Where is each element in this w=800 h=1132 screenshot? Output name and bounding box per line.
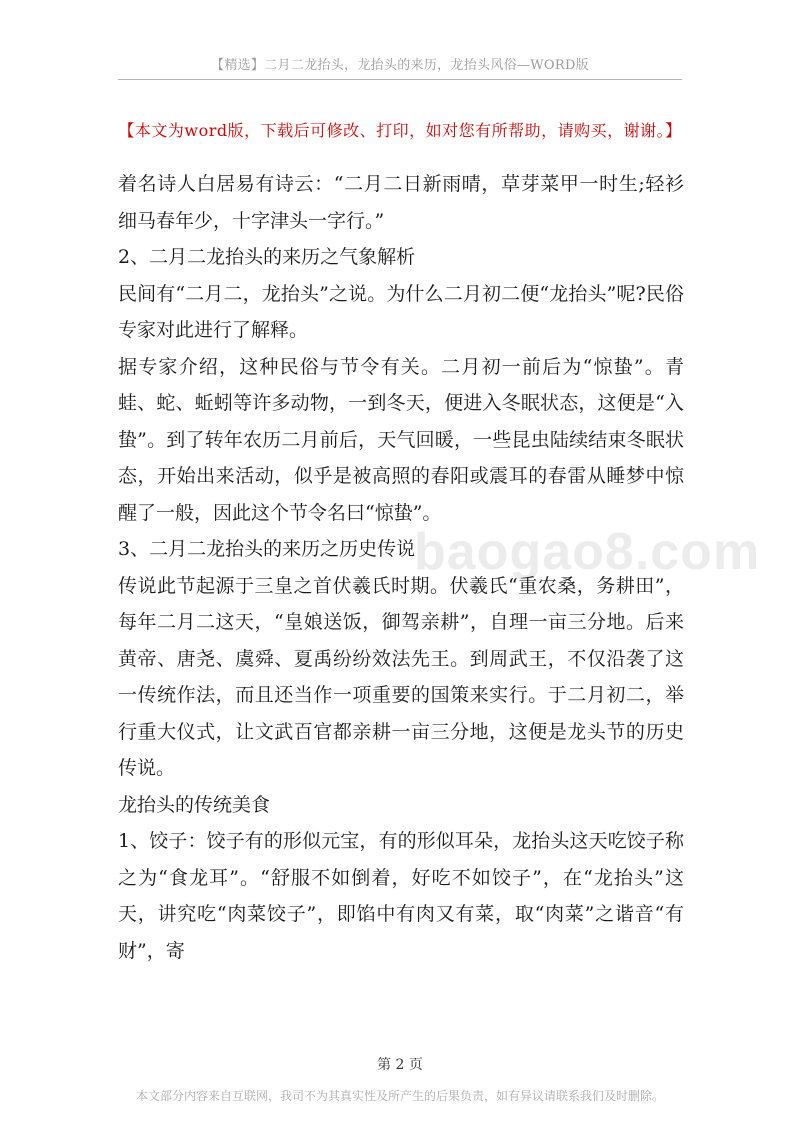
- paragraph-legend: 传说此节起源于三皇之首伏羲氏时期。伏羲氏“重农桑，务耕田”，每年二月二这天，“皇娘送饭，御驾亲耕”，自理一亩三分地。后来黄帝、唐尧、虞舜、夏禹纷纷效法先王。到周武王，不仅沿袭了这一传统作法，而且还当作一项重要的国策来实行。于二月初二，举行重大仪式，让文武百官都亲耕一亩三分地，这便是龙头节的历史传说。: [118, 574, 684, 779]
- header-divider: [118, 79, 682, 80]
- section-heading-food: 龙抬头的传统美食: [118, 793, 271, 816]
- paragraph-dumplings: 1、饺子：饺子有的形似元宝，有的形似耳朵，龙抬头这天吃饺子称之为“食龙耳”。“舒服不如倒着，好吃不如饺子”，在“龙抬头”这天，讲究吃“肉菜饺子”，即馅中有肉又有菜，取“肉菜”之谐音“有财”，寄: [118, 830, 684, 962]
- download-notice: 【本文为word版，下载后可修改、打印，如对您有所帮助，请购买，谢谢。】: [118, 121, 682, 140]
- page-number: 第 2 页: [377, 1057, 423, 1073]
- paragraph-poem: 着名诗人白居易有诗云：“二月二日新雨晴，草芽菜甲一时生;轻衫细马春年少，十字津头一字行。”: [118, 173, 684, 232]
- section-heading-legend: 3、二月二龙抬头的来历之历史传说: [118, 538, 416, 560]
- section-heading-weather: 2、二月二龙抬头的来历之气象解析: [118, 246, 416, 268]
- document-body: [118, 166, 684, 969]
- paragraph-expert-explanation: 据专家介绍，这种民俗与节令有关。二月初一前后为“惊蛰”。青蛙、蛇、蚯蚓等许多动物，一到冬天，便进入冬眠状态，这便是“入蛰”。到了转年农历二月前后，天气回暖，一些昆虫陆续结束冬眠状态，开始出来活动，似乎是被高照的春阳或震耳的春雷从睡梦中惊醒了一般，因此这个节令名曰“惊蛰”。: [118, 355, 684, 524]
- footer-disclaimer: 本文部分内容来自互联网，我司不为其真实性及所产生的后果负责，如有异议请联系我们及时删除。: [135, 1089, 664, 1103]
- watermark-logo: baogao8.com: [414, 523, 761, 581]
- page-header-title: 【精选】二月二龙抬头，龙抬头的来历，龙抬头风俗—WORD版: [211, 58, 589, 73]
- paragraph-folk-saying: 民间有“二月二，龙抬头”之说。为什么二月初二便“龙抬头”呢?民俗专家对此进行了解释。: [118, 282, 684, 341]
